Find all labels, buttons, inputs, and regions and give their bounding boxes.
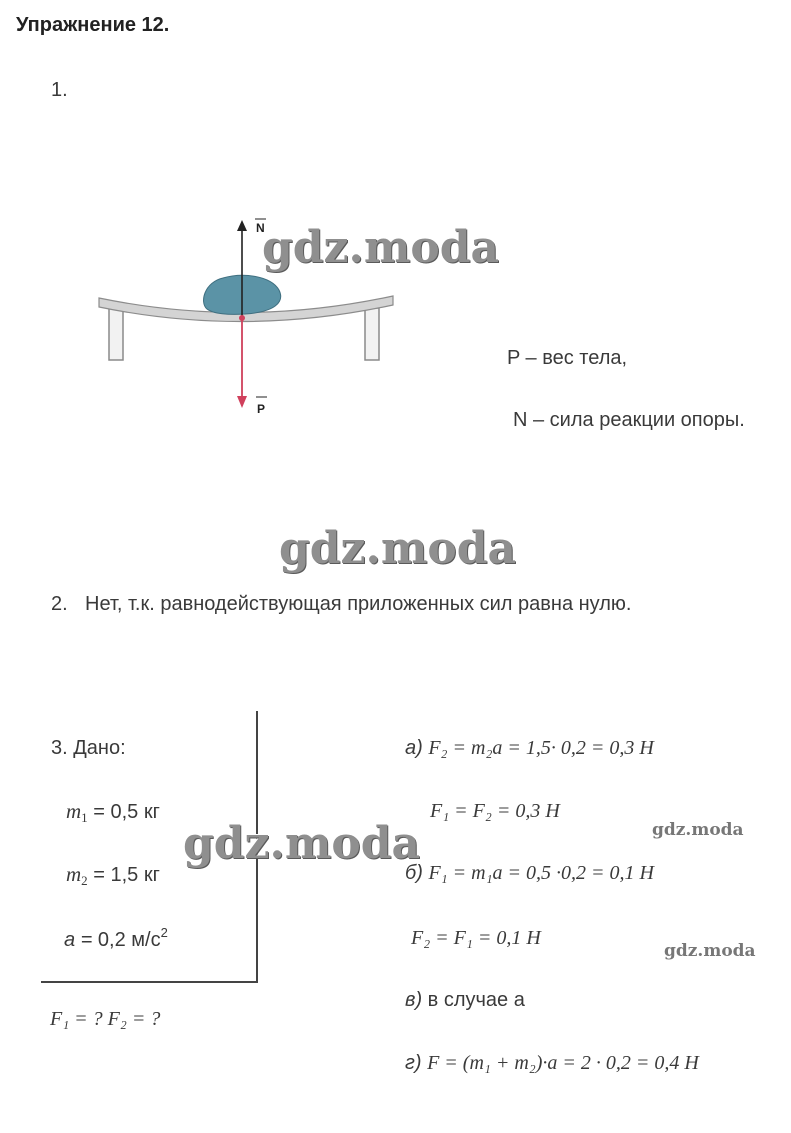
item-2-answer: Нет, т.к. равнодействующая приложенных сил равна нулю. <box>85 593 632 615</box>
right-support <box>365 308 379 360</box>
watermark-3: gdz.moda <box>183 818 421 869</box>
watermark-2: gdz.moda <box>279 523 517 574</box>
solution-d: г) F = (m₁ + m₂)·a = 2 · 0,2 = 0,4 Н <box>405 1052 699 1074</box>
legend-n: N – сила реакции опоры. <box>513 409 745 431</box>
given-m1: $m_1 = 0,5$ кг <box>66 799 160 825</box>
left-support <box>109 308 123 360</box>
solution-b-line-2: F₂ = F₁ = 0,1 Н <box>411 927 541 949</box>
page-title: Упражнение 12. <box>16 14 170 36</box>
given-m2: $m_2 = 1,5$ кг <box>66 862 160 888</box>
vector-n-label: N <box>256 221 265 235</box>
given-a: a = 0,2 $м/с^2$ <box>64 925 168 951</box>
watermark-5: gdz.moda <box>664 941 756 961</box>
solution-a-line-2: F₁ = F₂ = 0,3 Н <box>430 800 560 822</box>
watermark-1: gdz.moda <box>262 222 500 273</box>
vector-p-label: P <box>257 402 266 416</box>
solution-c: в) в случае а <box>405 989 525 1011</box>
vector-n-arrowhead <box>237 220 247 231</box>
solution-b-line-1: б) F₁ = m₁a = 0,5 ·0,2 = 0,1 Н <box>405 862 654 884</box>
given-divider-horizontal <box>41 981 258 983</box>
application-point <box>239 315 245 321</box>
watermark-4: gdz.moda <box>652 820 744 840</box>
item-3-header: 3. Дано: <box>51 737 126 759</box>
legend-p: P – вес тела, <box>507 347 628 369</box>
find-unknowns: F₁ = ? F₂ = ? <box>50 1008 161 1030</box>
solution-a-line-1: а) F₂ = m₂a = 1,5· 0,2 = 0,3 Н <box>405 737 654 759</box>
vector-p-arrowhead <box>237 396 247 408</box>
item-2-number: 2. <box>51 593 68 615</box>
item-1-number: 1. <box>51 79 68 101</box>
